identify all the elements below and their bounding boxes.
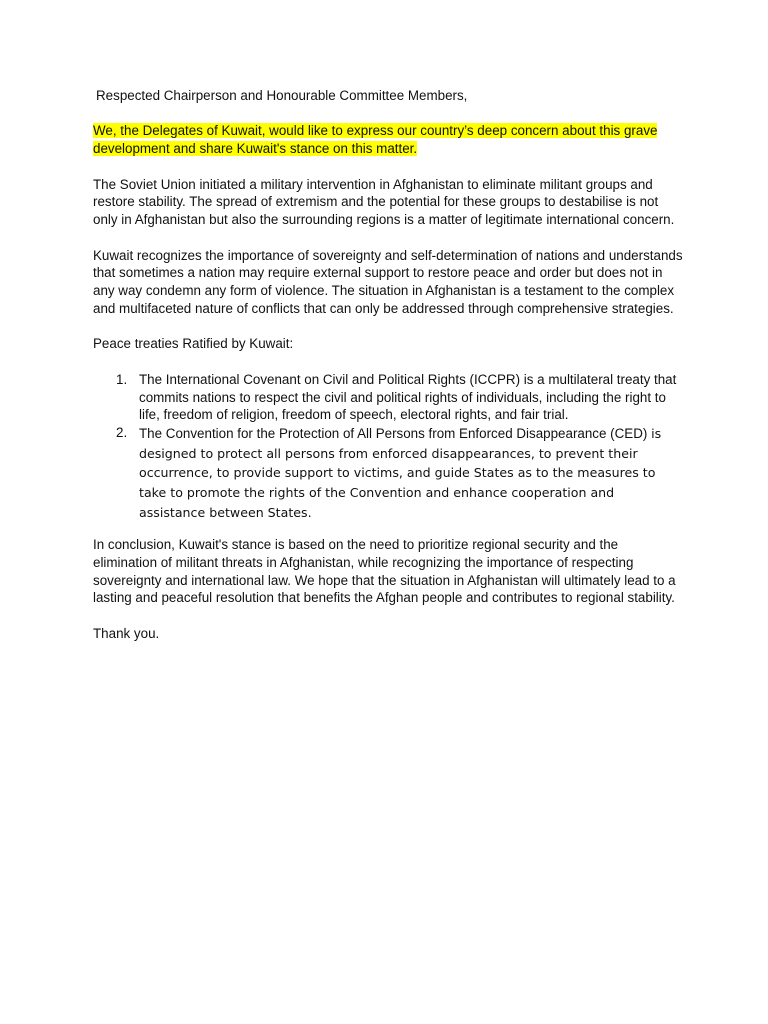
list-item-number: 1. — [116, 371, 128, 387]
list-item — [93, 424, 683, 522]
highlighted-statement — [93, 122, 683, 158]
paragraph-background: The Soviet Union initiated a military intervention in Afghanistan to eliminate militant groups and restore stability. The spread of extremism and the potential for these groups to destabilise is not only in Afghanistan but also the surrounding regions is a matter of legitimate international concern. — [93, 176, 675, 228]
paragraph-position: Kuwait recognizes the importance of sovereignty and self-determination of nations and understands that sometimes a nation may require external support to restore peace and order but does not in any way condemn any form of violence. The situation in Afghanistan is a testament to the complex and multifaceted nature of conflicts that can only be addressed through comprehensive strategies. — [93, 247, 683, 316]
document-body — [93, 87, 683, 643]
list-item-text: The International Covenant on Civil and Political Rights (ICCPR) is a multilateral treaty that commits nations to respect the civil and political rights of individuals, including the right to life, freedom of religion, freedom of speech, electoral rights, and fair trial. — [139, 371, 677, 423]
highlight-text: We, the Delegates of Kuwait, would like to express our country’s deep concern about this grave development and share Kuwait's stance on this matter. — [93, 123, 658, 157]
treaties-list — [93, 371, 683, 522]
list-item-text: The Convention for the Protection of All Persons from Enforced Disappearance (CED) — [139, 426, 652, 442]
conclusion-paragraph: In conclusion, Kuwait's stance is based on the need to prioritize regional security and the elimination of militant threats in Afghanistan, while recognizing the importance of respecting sovereignty and international law. We hope that the situation in Afghanistan will ultimately lead to a lasting and peaceful resolution that benefits the Afghan people and contributes to regional stability. — [93, 537, 676, 606]
list-item — [93, 371, 683, 424]
salutation: Respected Chairperson and Honourable Committee Members, — [96, 88, 468, 103]
list-item-number: 2. — [116, 425, 128, 441]
list-item-text-continued: is designed to protect all persons from enforced disappearances, to prevent their occurrence, to provide support to victims, and guide States as to the measures to take to promote the rights of the Convention and enhance cooperation and assistance between States. — [139, 426, 662, 520]
closing: Thank you. — [93, 625, 160, 641]
treaties-heading: Peace treaties Ratified by Kuwait: — [93, 336, 294, 352]
